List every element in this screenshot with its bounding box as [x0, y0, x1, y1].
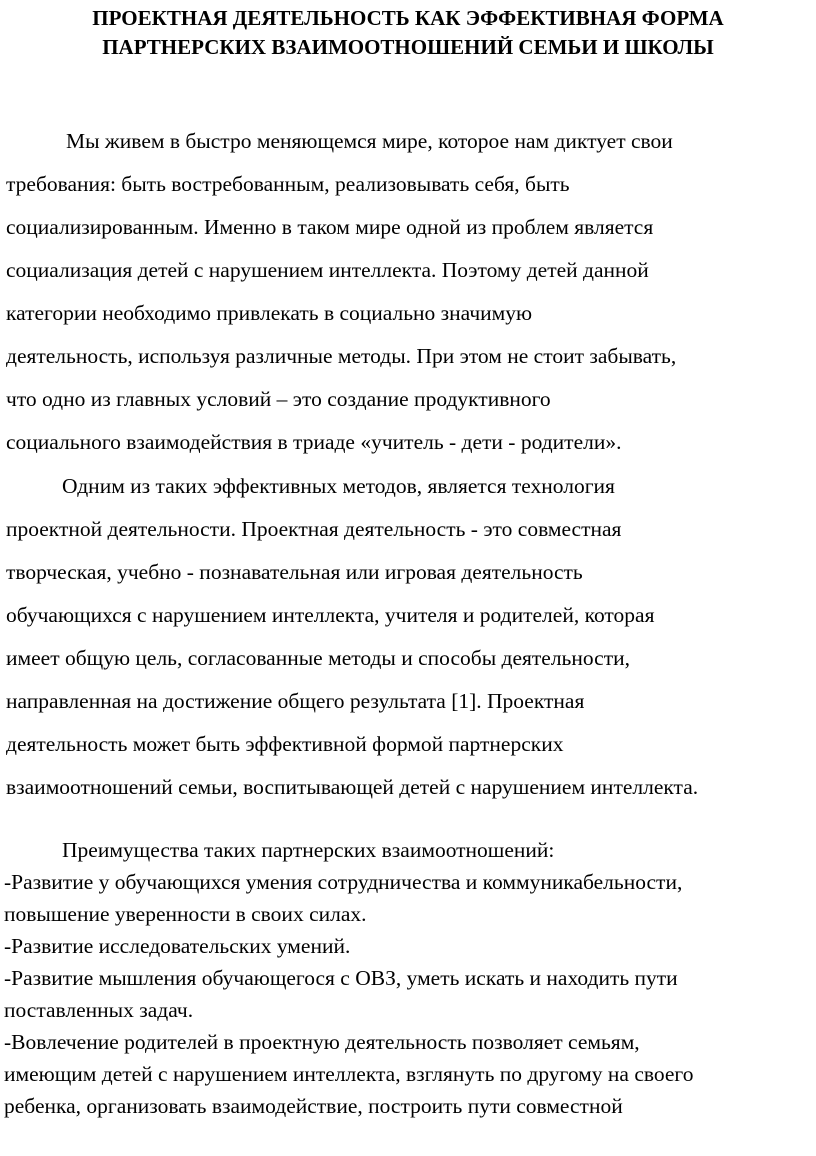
text-line: Мы живем в быстро меняющемся мире, которое нам диктует свои — [66, 129, 673, 153]
text-line: категории необходимо привлекать в социально значимую — [6, 301, 533, 325]
text-line: деятельность, используя различные методы. При этом не стоит забывать, — [6, 344, 677, 368]
list-item-continuation: ребенка, организовать взаимодействие, построить пути совместной — [4, 1094, 623, 1118]
text-line: направленная на достижение общего результата [1]. Проектная — [6, 689, 585, 713]
list-item: -Развитие исследовательских умений. — [4, 934, 351, 958]
list-item: -Развитие мышления обучающегося с ОВЗ, уметь искать и находить пути — [4, 966, 678, 990]
list-item: -Развитие у обучающихся умения сотрудничества и коммуникабельности, — [4, 870, 683, 894]
text-line: имеет общую цель, согласованные методы и способы деятельности, — [6, 646, 630, 670]
text-line: требования: быть востребованным, реализовывать себя, быть — [6, 172, 570, 196]
list-item-continuation: повышение уверенности в своих силах. — [4, 902, 367, 926]
title-line: ПАРТНЕРСКИХ ВЗАИМООТНОШЕНИЙ СЕМЬИ И ШКОЛЫ — [102, 35, 714, 59]
list-item: -Вовлечение родителей в проектную деятельность позволяет семьям, — [4, 1030, 640, 1054]
list-item-continuation: поставленных задач. — [4, 998, 194, 1022]
advantages-heading: Преимущества таких партнерских взаимоотношений: — [62, 838, 555, 862]
text-line: обучающихся с нарушением интеллекта, учителя и родителей, которая — [6, 603, 655, 627]
text-line: взаимоотношений семьи, воспитывающей детей с нарушением интеллекта. — [6, 775, 699, 799]
text-line: Одним из таких эффективных методов, является технология — [62, 474, 615, 498]
text-line: социализированным. Именно в таком мире одной из проблем является — [6, 215, 654, 239]
text-line: творческая, учебно - познавательная или игровая деятельность — [6, 560, 583, 584]
text-line: социального взаимодействия в триаде «учитель - дети - родители». — [6, 430, 622, 454]
document-title — [0, 4, 816, 62]
text-line: социализация детей с нарушением интеллекта. Поэтому детей данной — [6, 258, 649, 282]
text-line: проектной деятельности. Проектная деятельность - это совместная — [6, 517, 622, 541]
list-item-continuation: имеющим детей с нарушением интеллекта, взглянуть по другому на своего — [4, 1062, 694, 1086]
text-line: деятельность может быть эффективной формой партнерских — [6, 732, 564, 756]
title-line: ПРОЕКТНАЯ ДЕЯТЕЛЬНОСТЬ КАК ЭФФЕКТИВНАЯ ФОРМА — [92, 6, 724, 30]
text-line: что одно из главных условий – это создание продуктивного — [6, 387, 551, 411]
